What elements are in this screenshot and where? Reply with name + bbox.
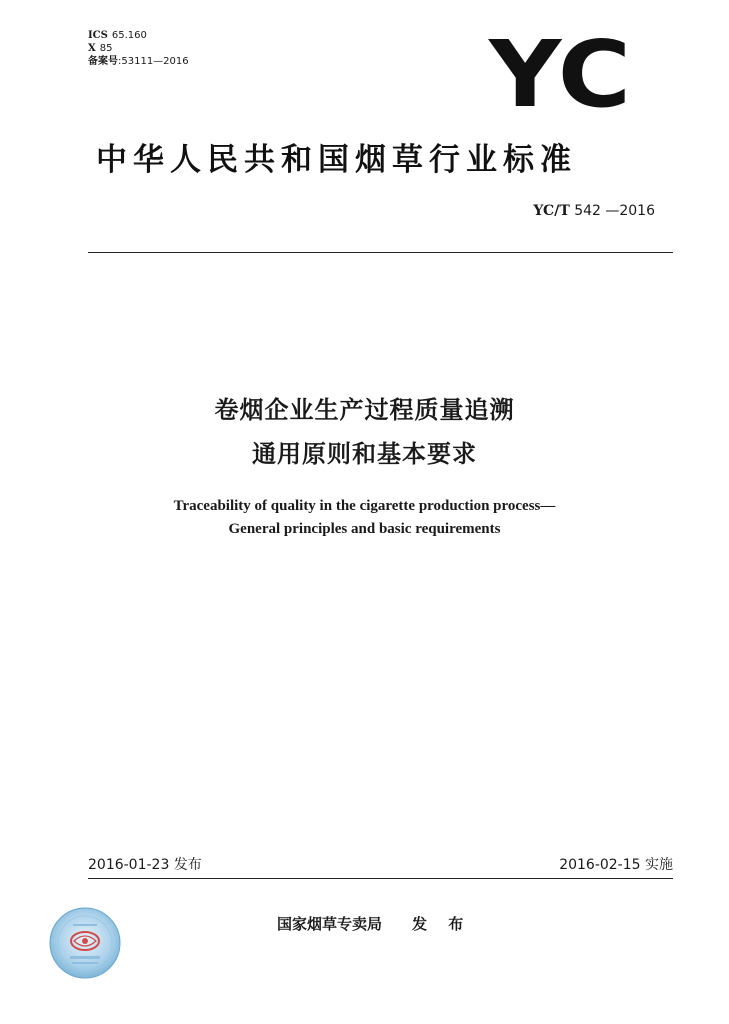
record-value: :53111—2016 bbox=[118, 56, 189, 67]
implementation-date: 2016-02-15 实施 bbox=[559, 857, 673, 873]
standard-code: 542 —2016 bbox=[574, 203, 655, 219]
standard-category-title: 中华人民共和国烟草行业标准 bbox=[96, 142, 577, 178]
classification-code bbox=[88, 43, 113, 55]
anti-counterfeit-stamp-icon bbox=[48, 906, 122, 980]
class-value: 85 bbox=[99, 43, 113, 54]
logo-text: YC bbox=[488, 30, 631, 110]
header-divider bbox=[88, 252, 673, 253]
publisher-action: 发 布 bbox=[412, 915, 472, 933]
class-label: X bbox=[88, 43, 96, 54]
ics-label: ICS bbox=[88, 30, 108, 41]
issue-date: 2016-01-23 发布 bbox=[88, 857, 202, 873]
title-en-line1: Traceability of quality in the cigarette production process— bbox=[173, 498, 556, 514]
ics-value: 65.160 bbox=[111, 30, 147, 41]
standard-prefix: YC/T bbox=[533, 203, 570, 219]
title-zh-line1: 卷烟企业生产过程质量追溯 bbox=[214, 396, 515, 424]
record-label: 备案号 bbox=[88, 56, 118, 67]
publisher-name: 国家烟草专卖局 bbox=[277, 915, 383, 933]
title-en-line2: General principles and basic requirements bbox=[228, 521, 501, 537]
publisher bbox=[277, 913, 471, 934]
ics-code bbox=[88, 30, 147, 42]
yc-logo bbox=[488, 30, 633, 110]
footer-divider bbox=[88, 878, 673, 879]
title-zh-line2: 通用原则和基本要求 bbox=[252, 440, 477, 468]
record-number bbox=[88, 56, 189, 68]
standard-number bbox=[533, 203, 655, 219]
